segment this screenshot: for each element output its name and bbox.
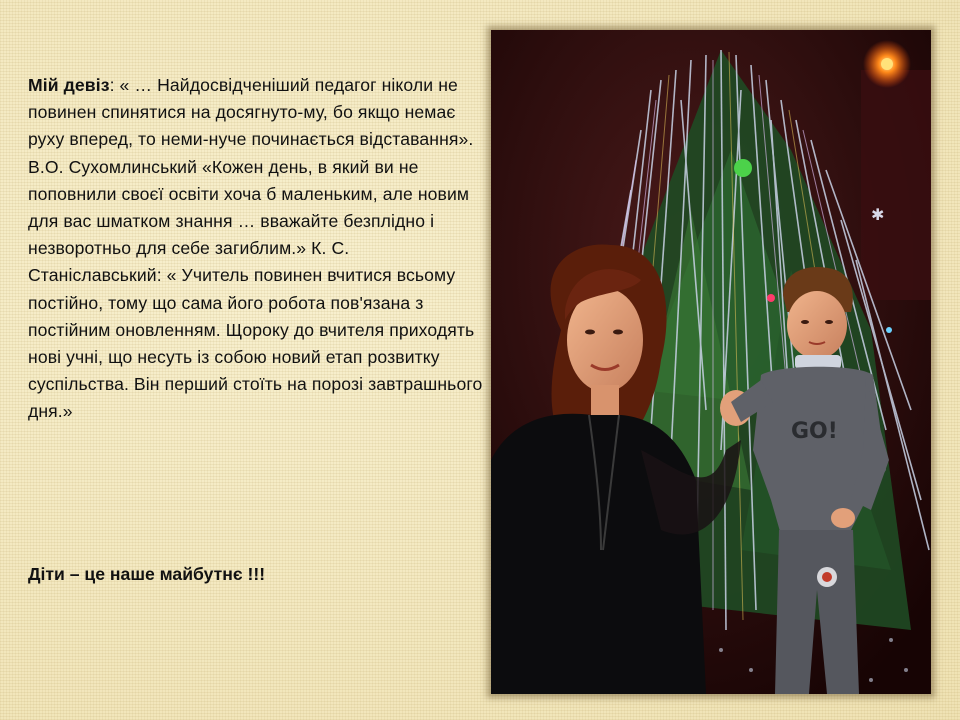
- boy-hand: [831, 508, 855, 528]
- woman-eye-left: [585, 330, 595, 335]
- quote-body: : « … Найдосвідченіший педагог ніколи не повинен спинятися на досягнуто-му, бо якщо немає руху вперед, то неми-нуче починається відставання». В.О. Сухомлинський «Кожен день, в який ви не поповнили своєї освіти хоча б маленьким, але новим для вас шматком знання … вважайте безплідно і незворотньо для себе загиблим.» К. С. Станіславський: « Учитель повинен вчитися всьому постійно, тому що сама його робота пов'язана з постійним оновленням. Щороку до вчителя приходять нові учні, що несуть із собою новий етап розвитку суспільства. Він перший стоїть на порозі завтрашнього дня.»: [28, 75, 483, 422]
- ornament-blue: [886, 327, 892, 333]
- boy-face: [787, 291, 847, 359]
- ornament-pink: [767, 294, 775, 302]
- snowflake-icon: ✱: [871, 205, 885, 224]
- shirt-print: GO!: [791, 419, 838, 444]
- ornament-green: [734, 159, 752, 177]
- woman-dress: [491, 414, 706, 694]
- quote-label: Мій девіз: [28, 75, 110, 95]
- photo: [491, 30, 931, 694]
- lamp-bulb: [881, 58, 893, 70]
- photo-illustration: [491, 30, 931, 694]
- room-curtain: [861, 70, 931, 300]
- woman-eye-right: [613, 330, 623, 335]
- motto-text: Діти – це наше майбутнє !!!: [28, 564, 266, 584]
- quote-text: [28, 72, 486, 426]
- quote-paragraph: [28, 72, 486, 426]
- woman-neck: [591, 385, 619, 417]
